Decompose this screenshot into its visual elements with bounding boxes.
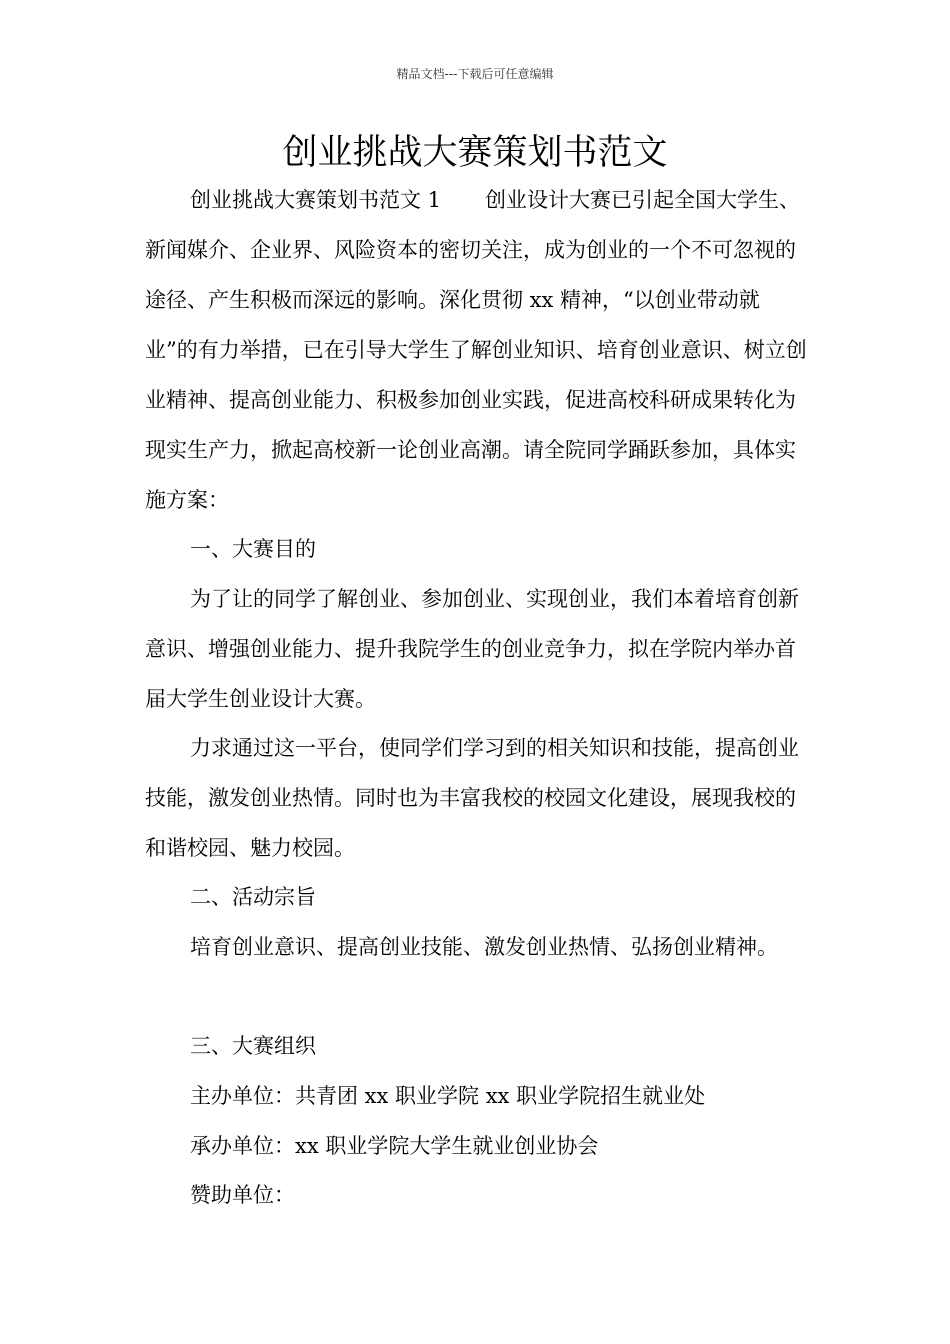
section1-paragraph-2: 力求通过这一平台，使同学们学习到的相关知识和技能，提高创业技能，激发创业热情。同时也为丰富我校的校园文化建设，展现我校的和谐校园、魅力校园。	[145, 736, 799, 860]
intro-label: 创业挑战大赛策划书范文 1	[190, 188, 442, 212]
section1-paragraph-1: 为了让的同学了解创业、参加创业、实现创业，我们本着培育创新意识、增强创业能力、提升我院学生的创业竞争力，拟在学院内举办首届大学生创业设计大赛。	[145, 587, 799, 711]
organizer-line: 主办单位：共青团 xx 职业学院 xx 职业学院招生就业处	[190, 1084, 706, 1108]
intro-text: 创业设计大赛已引起全国大学生、新闻媒介、企业界、风险资本的密切关注，成为创业的一个不可忽视的途径、产生积极而深远的影响。深化贯彻 xx 精神，“以创业带动就业”的有力举措，已在引导大学生了解创业知识、培育创业意识、树立创业精神、提高创业能力、积极参加创业实践，促进高校科研成果转化为现实生产力，掀起高校新一论创业高潮。请全院同学踊跃参加，具体实施方案：	[145, 188, 807, 512]
document-title: 创业挑战大赛策划书范文	[282, 133, 668, 173]
section3-heading: 三、大赛组织	[190, 1034, 316, 1058]
intro-paragraph	[145, 175, 810, 525]
section2-paragraph: 培育创业意识、提高创业技能、激发创业热情、弘扬创业精神。	[190, 935, 778, 959]
section2-heading: 二、活动宗旨	[190, 885, 316, 909]
co-organizer-line: 承办单位：xx 职业学院大学生就业创业协会	[190, 1134, 599, 1158]
sponsor-line: 赞助单位：	[190, 1183, 295, 1207]
header-watermark: 精品文档---下载后可任意编辑	[396, 67, 554, 81]
section1-heading: 一、大赛目的	[190, 537, 316, 561]
